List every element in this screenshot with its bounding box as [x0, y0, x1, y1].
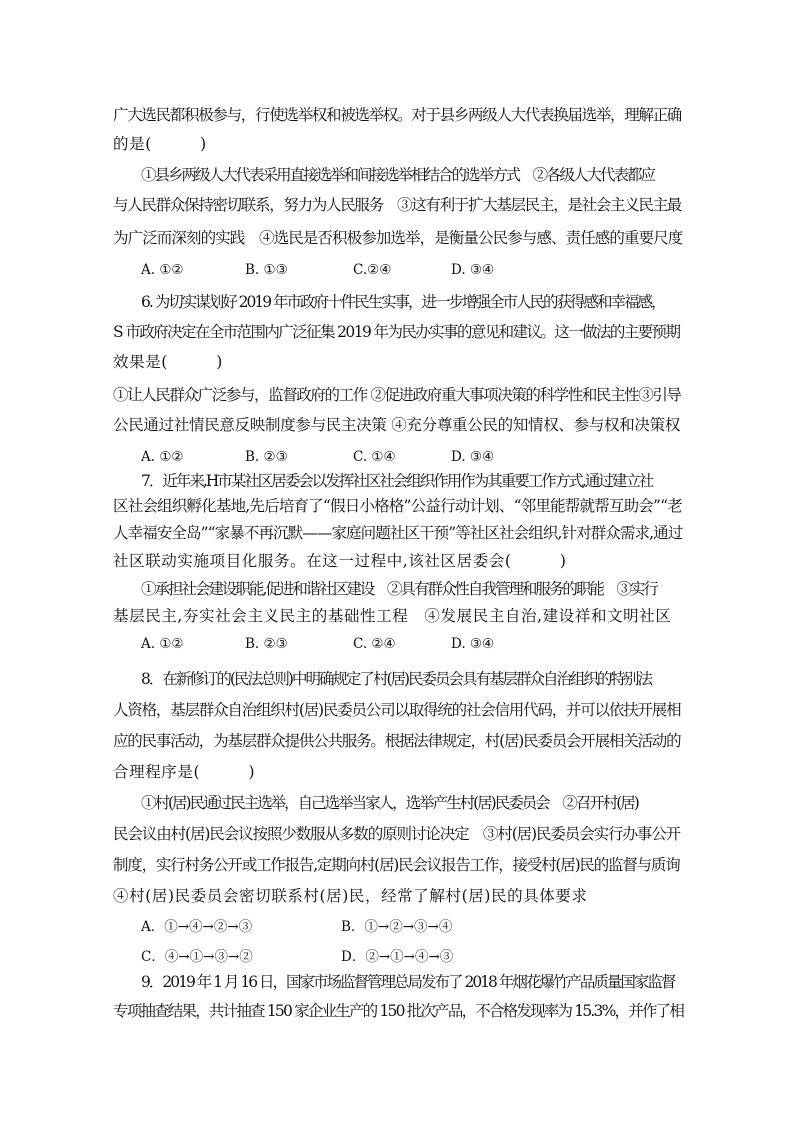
- q8-stem-line-4: 合理程序是( ): [113, 763, 256, 781]
- q7-statement-line-1: ①承担社会建设职能,促进和谐社区建设 ②具有群众性自我管理和服务的职能 ③实行: [141, 580, 657, 598]
- option-c: C.②④: [353, 262, 392, 278]
- option-a: A. ①②: [141, 449, 184, 465]
- option-b: B. ②③: [245, 449, 288, 465]
- q6-stem-line-2: S 市政府决定在全市范围内广泛征集 2019 年为民办实事的意见和建议。这一做法的主要预期: [113, 323, 680, 341]
- option-a: A. ①②: [141, 636, 184, 652]
- q7-stem-line-1: 7．近年来,H市某社区居委会以发挥社区社会组织作用作为其重要工作方式,通过建立社: [141, 472, 653, 490]
- q8-stem-line-2: 人资格，基层群众自治组织村(居)民委员公司以取得统的社会信用代码，并可以依扶开展相: [113, 701, 681, 719]
- option-a: A. ①②: [141, 262, 184, 278]
- option-c: C．④→①→③→②: [141, 949, 253, 965]
- q7-stem-line-3: 人幸福安全岛”“家暴不再沉默——家庭问题社区干预”等社区社会组织,针对群众需求,通过: [113, 524, 683, 542]
- q8-statement-line-2: 民会议由村(居)民会议按照少数服从多数的原则讨论决定 ③村(居)民委员会实行办事公开: [113, 825, 680, 843]
- option-b: B. ①③: [245, 262, 288, 278]
- option-c: C. ②④: [353, 636, 396, 652]
- q8-stem-line-1: 8．在新修订的(民法总则)中明确规定了村(居)民委员会具有基层群众自治组织的特别法: [141, 670, 652, 688]
- option-d: D．②→①→④→③: [341, 949, 454, 965]
- q5-stem-line-1: 广大选民都积极参与，行使选举权和被选举权。对于县乡两级人大代表换届选举，理解正确: [113, 106, 682, 124]
- q8-statement-line-4: ④村(居)民委员会密切联系村(居)民，经常了解村(居)民的具体要求: [113, 887, 588, 905]
- q7-statement-line-2: 基层民主,夯实社会主义民主的基础性工程 ④发展民主自治,建设祥和文明社区: [113, 607, 672, 625]
- q6-statement-line-2: 公民通过社情民意反映制度参与民主决策 ④充分尊重公民的知情权、参与权和决策权: [113, 416, 681, 434]
- q9-stem-line-1: 9．2019 年 1 月 16 日，国家市场监督管理总局发布了 2018 年烟花爆竹产品质量国家监督: [141, 973, 675, 991]
- q8-statement-line-3: 制度，实行村务公开或工作报告,定期向村(居)民会议报告工作，接受村(居)民的监督与质询: [113, 856, 680, 874]
- option-c: C. ①④: [353, 449, 396, 465]
- q6-stem-line-3: 效果是( ): [113, 353, 223, 371]
- q8-stem-line-3: 应的民事活动，为基层群众提供公共服务。根据法律规定，村(居)民委员会开展相关活动的: [113, 732, 681, 750]
- q8-statement-line-1: ①村(居)民通过民主选举，自己选举当家人，选举产生村(居)民委员会 ②召开村(居): [141, 794, 638, 812]
- option-b: B. ②③: [245, 636, 288, 652]
- option-d: D. ③④: [451, 449, 495, 465]
- q5-statement-line-1: ①县乡两级人大代表采用直接选举和间接选举相结合的选举方式 ②各级人大代表都应: [141, 166, 655, 184]
- q5-statement-line-2: 与人民群众保持密切联系，努力为人民服务 ③这有利于扩大基层民主，是社会主义民主最: [113, 196, 682, 214]
- option-d: D. ③④: [451, 262, 495, 278]
- q7-stem-line-2: 区社会组织孵化基地,先后培育了“假日小格格”公益行动计划、“邻里能帮就帮互助会”“老: [113, 497, 682, 515]
- q6-stem-line-1: 6. 为切实谋划好 2019 年市政府十件民生实事，进一步增强全市人民的获得感和幸福感，: [141, 293, 665, 311]
- option-b: B．①→②→③→④: [341, 919, 453, 935]
- option-a: A．①→④→②→③: [141, 919, 253, 935]
- option-d: D. ③④: [451, 636, 495, 652]
- q5-stem-line-2: 的是( ): [113, 135, 207, 153]
- q9-stem-line-2: 专项抽查结果，共计抽查 150 家企业生产的 150 批次产品，不合格发现率为 15.3%，并作了相: [113, 1002, 684, 1020]
- q5-statement-line-3: 为广泛而深刻的实践 ④选民是否积极参加选举，是衡量公民参与感、责任感的重要尺度: [113, 229, 683, 247]
- q7-stem-line-4: 社区联动实施项目化服务。在这一过程中,该社区居委会( ): [113, 552, 567, 570]
- q6-statement-line-1: ①让人民群众广泛参与，监督政府的工作 ②促进政府重大事项决策的科学性和民主性③引导: [113, 386, 681, 404]
